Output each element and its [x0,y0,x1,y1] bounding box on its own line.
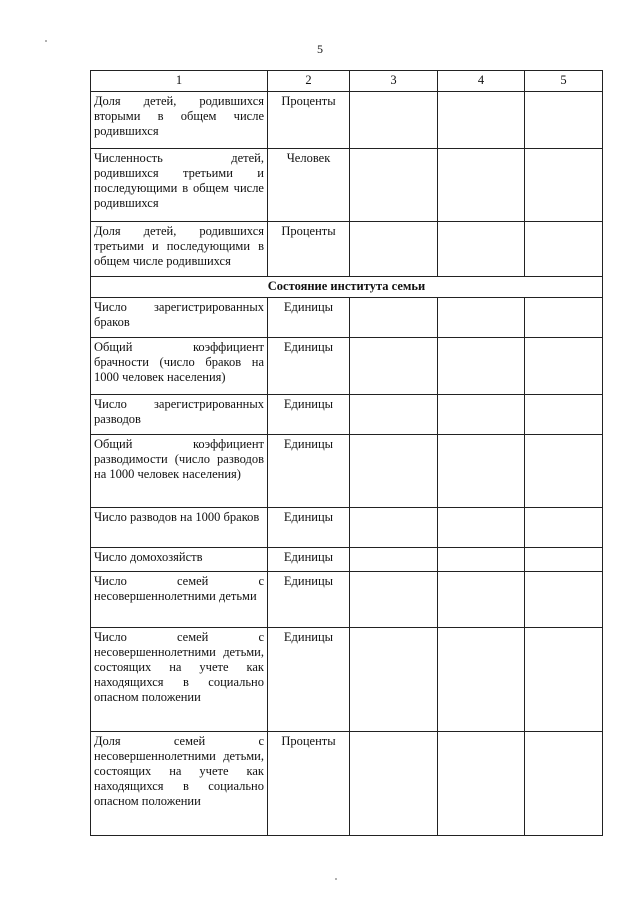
value-cell [525,508,603,548]
indicator-cell: Общий коэффициент брачности (число браков на 1000 человек населения) [91,338,268,395]
indicator-cell: Общий коэффициент разводимости (число разводов на 1000 человек населения) [91,435,268,508]
scan-speck [45,40,47,42]
indicator-cell: Доля детей, родившихся третьими и последующими в общем числе родившихся [91,222,268,277]
indicator-cell: Число зарегистрированных разводов [91,395,268,435]
value-cell [350,395,438,435]
unit-cell: Единицы [268,435,350,508]
table-row [91,572,603,628]
column-header: 4 [438,71,525,92]
value-cell [350,92,438,149]
value-cell [525,435,603,508]
value-cell [350,572,438,628]
value-cell [525,298,603,338]
indicator-cell: Доля детей, родившихся вторыми в общем числе родившихся [91,92,268,149]
table-row [91,92,603,149]
indicator-cell: Число зарегистрированных браков [91,298,268,338]
value-cell [350,548,438,572]
scan-speck [335,878,337,880]
table-row [91,222,603,277]
value-cell [438,572,525,628]
column-header: 2 [268,71,350,92]
table-row [91,395,603,435]
table-row [91,508,603,548]
value-cell [350,732,438,836]
value-cell [438,338,525,395]
value-cell [438,395,525,435]
column-header: 3 [350,71,438,92]
value-cell [438,92,525,149]
indicator-cell: Доля семей с несовершеннолетними детьми, состоящих на учете как находящихся в социально опасном положении [91,732,268,836]
value-cell [350,508,438,548]
value-cell [525,149,603,222]
value-cell [438,628,525,732]
unit-cell: Единицы [268,572,350,628]
value-cell [350,435,438,508]
section-title: Состояние института семьи [91,277,603,298]
value-cell [525,628,603,732]
value-cell [350,338,438,395]
table-header-row [91,71,603,92]
value-cell [525,732,603,836]
unit-cell: Единицы [268,338,350,395]
value-cell [438,222,525,277]
unit-cell: Проценты [268,222,350,277]
unit-cell: Единицы [268,298,350,338]
value-cell [438,732,525,836]
value-cell [525,338,603,395]
column-header: 1 [91,71,268,92]
value-cell [350,149,438,222]
unit-cell: Единицы [268,508,350,548]
unit-cell: Единицы [268,628,350,732]
statistics-table [90,70,603,836]
value-cell [350,298,438,338]
value-cell [350,628,438,732]
table-row [91,628,603,732]
value-cell [438,508,525,548]
column-header: 5 [525,71,603,92]
unit-cell: Проценты [268,92,350,149]
table-row [91,298,603,338]
section-row [91,277,603,298]
value-cell [525,92,603,149]
table-row [91,548,603,572]
table-row [91,338,603,395]
value-cell [525,572,603,628]
unit-cell: Единицы [268,395,350,435]
value-cell [438,435,525,508]
value-cell [525,395,603,435]
unit-cell: Человек [268,149,350,222]
indicator-cell: Число семей с несовершеннолетними детьми, состоящих на учете как находящихся в социально опасном положении [91,628,268,732]
indicator-cell: Число семей с несовершеннолетними детьми [91,572,268,628]
indicator-cell: Число разводов на 1000 браков [91,508,268,548]
table-row [91,732,603,836]
value-cell [438,548,525,572]
table-row [91,435,603,508]
indicator-cell: Численность детей, родившихся третьими и последующими в общем числе родившихся [91,149,268,222]
unit-cell: Единицы [268,548,350,572]
value-cell [350,222,438,277]
indicator-cell: Число домохозяйств [91,548,268,572]
value-cell [525,222,603,277]
value-cell [438,298,525,338]
unit-cell: Проценты [268,732,350,836]
value-cell [525,548,603,572]
table-row [91,149,603,222]
value-cell [438,149,525,222]
page-number: 5 [317,42,323,56]
